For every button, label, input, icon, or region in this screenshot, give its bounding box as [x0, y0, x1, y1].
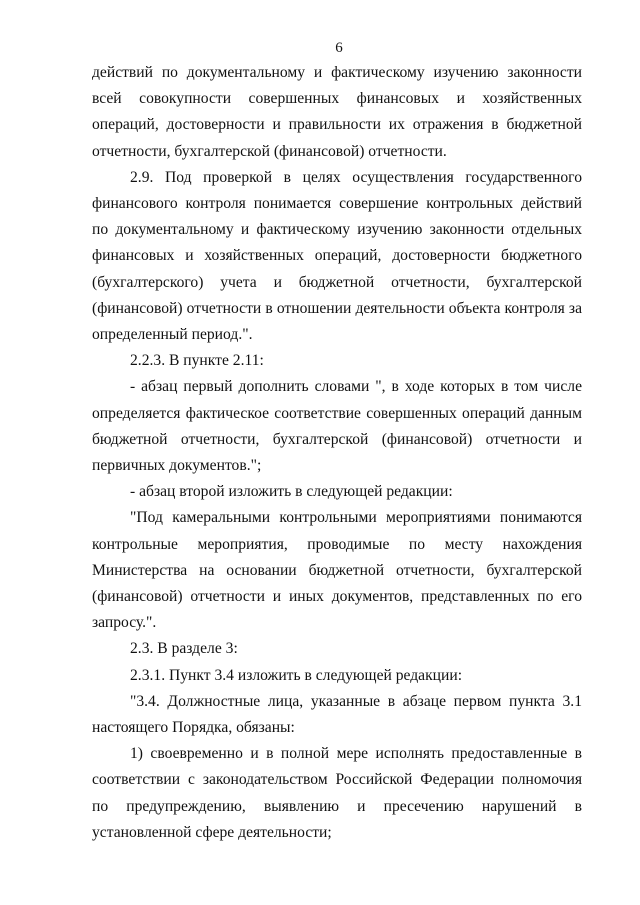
paragraph-2-9: 2.9. Под проверкой в целях осуществления государственного финансового контроля понимается совершение контрольных действий по документальному и фактическому изучению законности отдельных финансовых и хозяйственных операций, достоверности бюджетного (бухгалтерского) учета и бюджетной отчетности, бухгалтерской (финансовой) отчетности в отношении деятельности объекта контроля за определенный период.". [92, 168, 582, 344]
paragraph-second-abzac-amendment: - абзац второй изложить в следующей редакции: [130, 483, 453, 501]
page-number: 6 [335, 40, 343, 56]
paragraph-continuation: действий по документальному и фактическому изучению законности всей совокупности совершенных финансовых и хозяйственных операций, достоверности и правильности их отражения в бюджетной отчетности, бухгалтерской (финансовой) отчетности. [92, 64, 582, 160]
paragraph-2-3: 2.3. В разделе 3: [130, 640, 238, 658]
paragraph-obligation-1: 1) своевременно и в полной мере исполнять предоставленные в соответствии с законодательством Российской Федерации полномочия по предупреждению, выявлению и пресечению нарушений в установленной сфере деятельности; [92, 745, 582, 841]
paragraph-2-3-1: 2.3.1. Пункт 3.4 изложить в следующей редакции: [130, 666, 463, 684]
paragraph-first-abzac-amendment: - абзац первый дополнить словами ", в ходе которых в том числе определяется фактическое соответствие совершенных операций данным бюджетной отчетности, бухгалтерской (финансовой) отчетности и первичных документов."; [92, 378, 582, 475]
document-body [92, 60, 582, 846]
paragraph-3-4: "3.4. Должностные лица, указанные в абзаце первом пункта 3.1 настоящего Порядка, обязаны: [92, 692, 582, 737]
paragraph-2-2-3: 2.2.3. В пункте 2.11: [130, 352, 264, 370]
paragraph-cameral-definition: "Под камеральными контрольными мероприятиями понимаются контрольные мероприятия, проводимые по месту нахождения Министерства на основании бюджетной отчетности, бухгалтерской (финансовой) отчетности и иных документов, представленных по его запросу.". [92, 509, 582, 632]
